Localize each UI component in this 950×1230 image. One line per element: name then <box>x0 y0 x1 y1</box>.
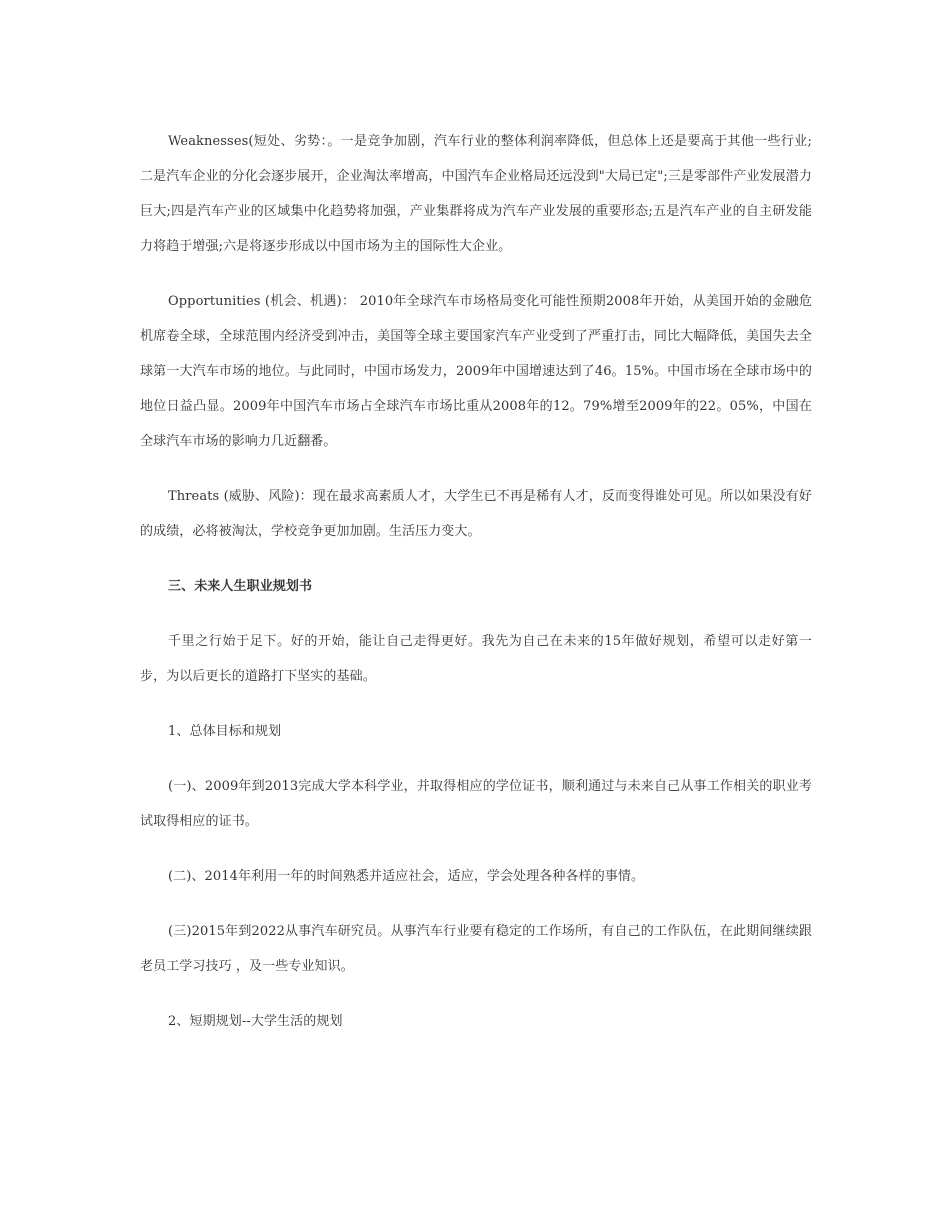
paragraph-goal-2: (二)、2014年利用一年的时间熟悉并适应社会，适应，学会处理各种各样的事情。 <box>168 869 645 884</box>
subheading-short-term-plan: 2、短期规划--大学生活的规划 <box>168 1014 343 1029</box>
paragraph-intro: 千里之行始于足下。好的开始，能让自己走得更好。我先为自己在未来的15年做好规划，希望可以走好第一步，为以后更长的道路打下坚实的基础。 <box>140 634 812 684</box>
paragraph-weaknesses: Weaknesses(短处、劣势：。一是竞争加剧，汽车行业的整体利润率降低，但总体上还是要高于其他一些行业;二是汽车企业的分化会逐步展开，企业淘汰率增高，中国汽车企业格局还远没到"大局已定";三是零部件产业发展潜力巨大;四是汽车产业的区域集中化趋势将加强，产业集群将成为汽车产业发展的重要形态;五是汽车产业的自主研发能力将趋于增强;六是将逐步形成以中国市场为主的国际性大企业。 <box>140 134 812 254</box>
section-heading: 三、未来人生职业规划书 <box>168 579 313 594</box>
paragraph-goal-1: (一)、2009年到2013完成大学本科学业，并取得相应的学位证书，顺利通过与未来自己从事工作相关的职业考试取得相应的证书。 <box>140 779 812 829</box>
document-page <box>140 124 812 1059</box>
subheading-overall-goals: 1、总体目标和规划 <box>168 724 282 739</box>
paragraph-goal-3: (三)2015年到2022从事汽车研究员。从事汽车行业要有稳定的工作场所，有自己的工作队伍，在此期间继续跟老员工学习技巧 ，及一些专业知识。 <box>140 924 812 974</box>
paragraph-threats: Threats (威胁、风险)：现在最求高素质人才，大学生已不再是稀有人才，反而变得谁处可见。所以如果没有好的成绩，必将被淘汰，学校竞争更加加剧。生活压力变大。 <box>140 489 812 539</box>
paragraph-opportunities: Opportunities (机会、机遇)： 2010年全球汽车市场格局变化可能性预期2008年开始，从美国开始的金融危机席卷全球，全球范围内经济受到冲击，美国等全球主要国家汽车产业受到了严重打击，同比大幅降低，美国失去全球第一大汽车市场的地位。与此同时，中国市场发力，2009年中国增速达到了46。15%。中国市场在全球市场中的地位日益凸显。2009年中国汽车市场占全球汽车市场比重从2008年的12。79%增至2009年的22。05%，中国在全球汽车市场的影响力几近翻番。 <box>140 294 812 449</box>
